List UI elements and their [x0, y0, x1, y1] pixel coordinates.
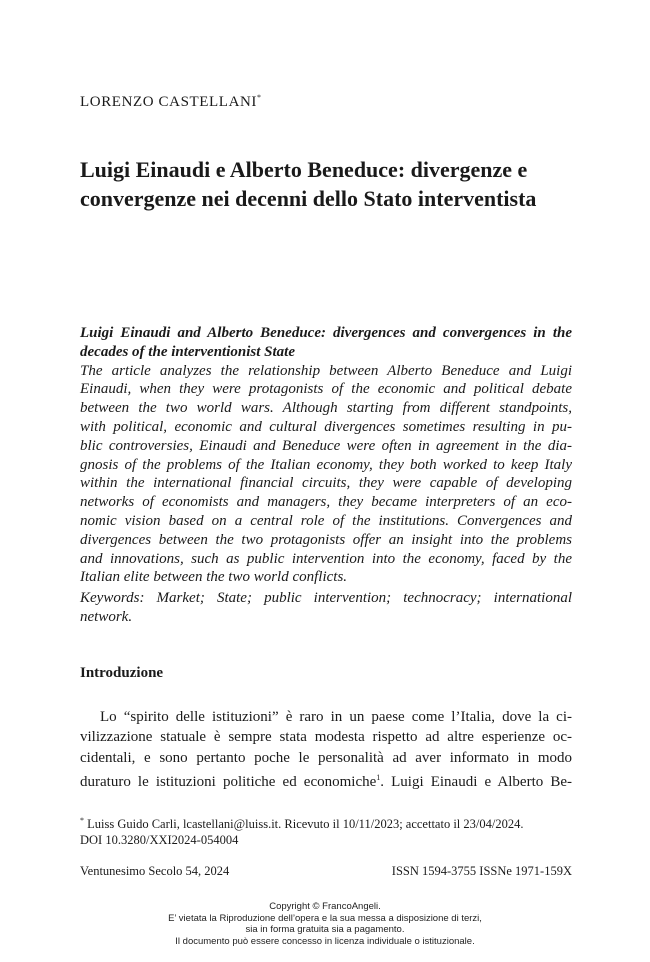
abstract-line: with political, economic and cultural divergences sometimes resulting in pu- — [80, 418, 572, 435]
english-title-line: Luigi Einaudi and Alberto Beneduce: divergences and convergences in the — [80, 325, 572, 341]
journal-issn: ISSN 1594-3755 ISSNe 1971-159X — [391, 864, 572, 878]
paragraph-text: duraturo le istituzioni politiche ed economiche — [80, 773, 377, 790]
keywords-line: Keywords: Market; State; public intervention; technocracy; international — [80, 590, 572, 606]
abstract-text — [80, 362, 572, 588]
abstract-line: divergences between the two protagonists offer an insight into the problems — [80, 531, 572, 548]
author-name — [80, 93, 261, 111]
author-text: LORENZO CASTELLANI — [80, 94, 258, 110]
copyright-line: Il documento può essere concesso in licenza individuale o istituzionale. — [175, 935, 475, 947]
abstract-line: nomic vision based on a central role of the institutions. Convergences and — [80, 512, 572, 529]
section-heading: Introduzione — [80, 665, 164, 681]
abstract-line: within the international financial circuits, they were capable of developing — [80, 475, 572, 492]
paragraph-line — [80, 768, 572, 792]
footnote-doi[interactable]: DOI 10.3280/XXI2024-054004 — [80, 833, 239, 848]
abstract-line: Italian elite between the two world conflicts. — [80, 569, 348, 586]
copyright-notice — [0, 901, 650, 947]
title-line: convergenze nei decenni dello Stato interventista — [80, 186, 537, 211]
article-title — [80, 155, 580, 213]
abstract-line: networks of economists and managers, they became interpreters of an eco- — [80, 494, 572, 511]
keywords — [80, 589, 572, 627]
paragraph-line: cidentali, e sono pertanto poche le personalità ad aver informato in modo — [80, 749, 572, 766]
abstract-section — [80, 324, 572, 587]
footnote-line — [80, 813, 572, 832]
copyright-line: sia in forma gratuita sia a pagamento. — [245, 924, 405, 935]
footnote-text: Luiss Guido Carli, lcastellani@luiss.it. Ricevuto il 10/11/2023; accettato il 23/04/2024. — [84, 817, 524, 832]
copyright-line: Copyright © FrancoAngeli. — [269, 901, 381, 912]
keywords-line: network. — [80, 608, 133, 625]
title-line: Luigi Einaudi e Alberto Beneduce: divergenze e — [80, 157, 528, 182]
abstract-line: blic controversies, Einaudi and Beneduce were often in agreement in the dia- — [80, 437, 572, 454]
paragraph-text: . Luigi Einaudi e Alberto Be- — [380, 773, 572, 790]
author-footnote-mark[interactable]: * — [257, 93, 262, 102]
paragraph-line: Lo “spirito delle istituzioni” è raro in un paese come l’Italia, dove la ci- — [100, 709, 572, 725]
abstract-line: gnosis of the problems of the Italian economy, they both worked to keep Italy — [80, 456, 572, 473]
abstract-line: and innovations, such as public intervention into the economy, faced by the — [80, 550, 572, 567]
copyright-line: E’ vietata la Riproduzione dell’opera e la sua messa a disposizione di terzi, — [168, 912, 482, 924]
abstract-line: between the two world wars. Although starting from different standpoints, — [80, 400, 572, 417]
footnote — [80, 813, 572, 848]
abstract-line: The article analyzes the relationship between Alberto Beneduce and Luigi — [80, 362, 572, 379]
abstract-line: Einaudi, when they were protagonists of the economic and political debate — [80, 381, 572, 398]
journal-info — [80, 864, 572, 879]
paragraph-line: vilizzazione statuale è sempre stata modesta rispetto ad altre esperienze oc- — [80, 729, 572, 746]
english-title — [80, 324, 572, 362]
journal-issue: Ventunesimo Secolo 54, 2024 — [80, 864, 230, 878]
intro-paragraph — [80, 707, 572, 792]
footnote-ref[interactable]: 1 — [376, 772, 381, 782]
english-title-line: decades of the interventionist State — [80, 343, 295, 360]
footnote-mark: * — [80, 816, 84, 825]
